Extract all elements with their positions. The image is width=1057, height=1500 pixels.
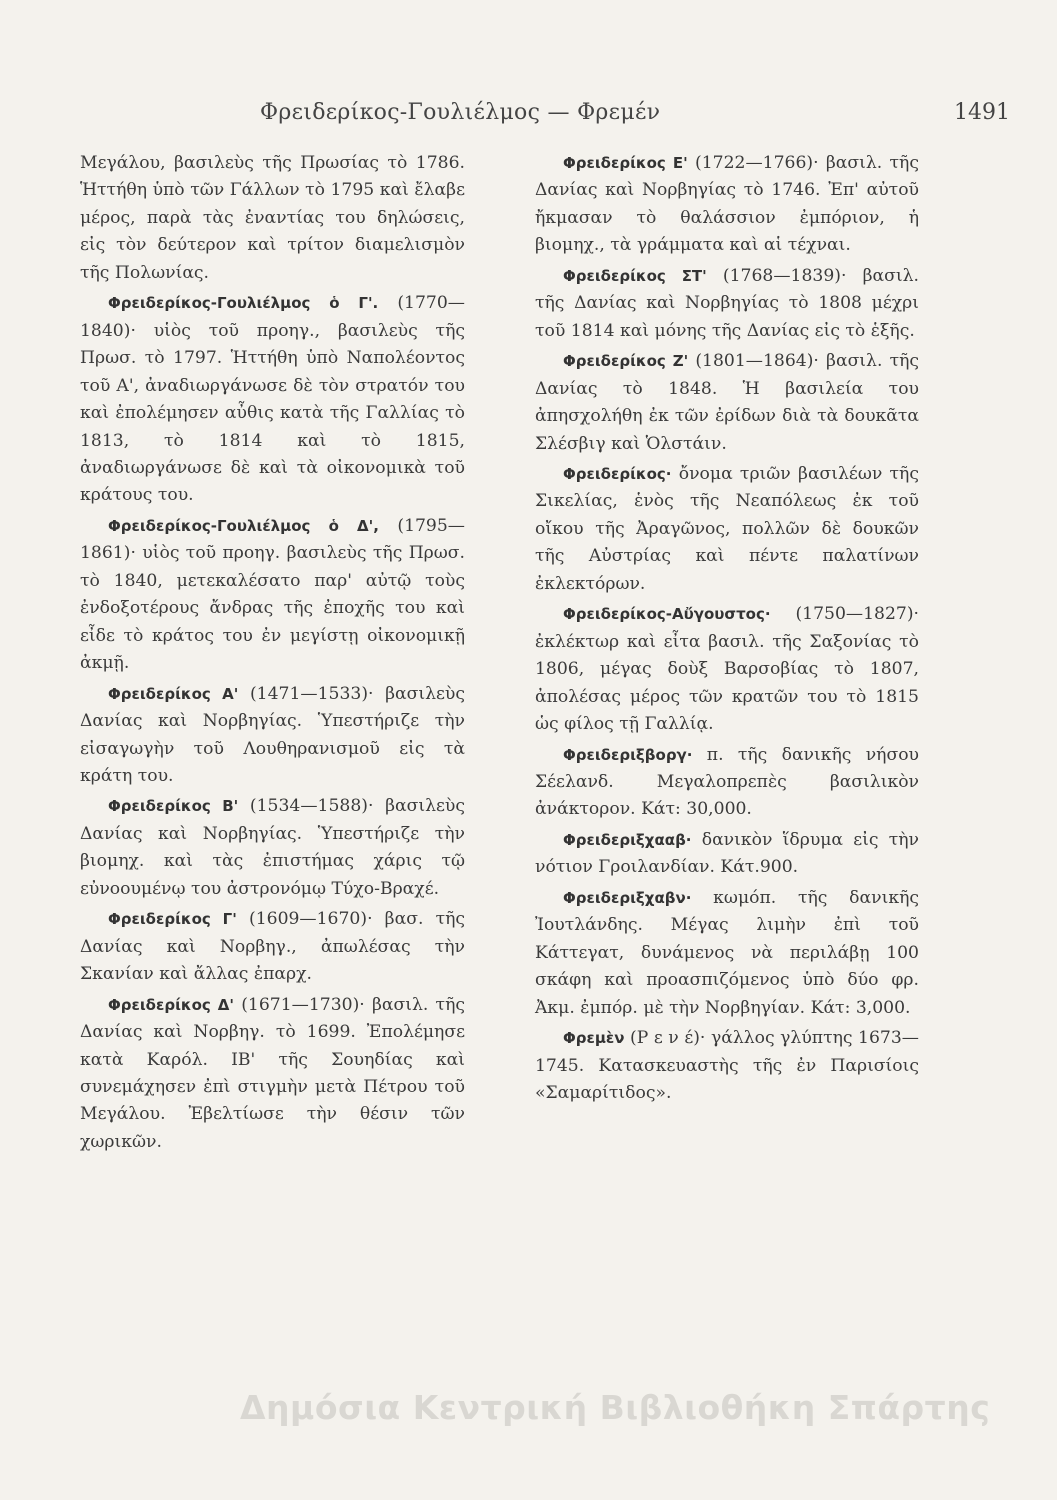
dictionary-entry <box>80 992 465 1157</box>
page-header <box>0 100 1057 140</box>
dictionary-entry <box>535 461 919 598</box>
entry-headword: Φρειδερίκος-Γουλιέλμος ὁ Γ'. <box>108 294 379 313</box>
entry-headword: Φρειδεριξχαβν· <box>563 888 692 907</box>
entry-text: δανικὸν ἵδρυμα εἰς τὴν νότιον Γροιλανδίαν. Κάτ.900. <box>535 829 919 878</box>
entry-text: (1671—1730)· βασιλ. τῆς Δανίας καὶ Νορβηγ. τὸ 1699. Ἐπολέμησε κατὰ Καρόλ. ΙΒ' τῆς Σουηδίας καὶ συνεμάχησεν ἐπὶ στιγμὴν μετὰ Πέτρου τοῦ Μεγάλου. Ἐβελτίωσε τὴν θέσιν τῶν χωρικῶν. <box>80 994 465 1152</box>
entry-text: (1534—1588)· βασιλεὺς Δανίας καὶ Νορβηγίας. Ὑπεστήριζε τὴν βιομηχ. καὶ τὰς ἐπιστήμας χάρις τῷ εὐνοουμένῳ του ἀστρονόμῳ Τύχο-Βραχέ. <box>80 796 465 899</box>
entry-headword: Φρειδερίκος Ε' <box>563 154 688 172</box>
dictionary-entry <box>535 1025 919 1107</box>
entry-headword: Φρειδερίκος Γ' <box>108 910 237 929</box>
entry-headword: Φρειδεριξχααβ· <box>563 830 692 849</box>
dictionary-entry <box>80 793 465 903</box>
dictionary-entry <box>535 742 919 824</box>
running-title: Φρειδερίκος-Γουλιέλμος — Φρεμέν <box>260 100 661 125</box>
entry-text: π. τῆς δανικῆς νήσου Σέελανδ. Μεγαλοπρεπὲς βασιλικὸν ἀνάκτορον. Κάτ: 30,000. <box>535 744 919 820</box>
entry-text: (1801—1864)· βασιλ. τῆς Δανίας τὸ 1848. Ἡ βασιλεία του ἀπησχολήθη ἐκ τῶν ἐρίδων διὰ τὰ δουκᾶτα Σλέσβιγ καὶ Ὁλστάιν. <box>535 351 919 454</box>
dictionary-entry <box>80 513 465 678</box>
entry-headword: Φρειδερίκος· <box>563 464 672 483</box>
entry-text: (1750—1827)· ἐκλέκτωρ καὶ εἶτα βασιλ. τῆς Σαξονίας τὸ 1806, μέγας δοὺξ Βαρσοβίας τὸ 1807, ἀπολέσας μέρος τῶν κρατῶν του τὸ 1815 ὡς φίλος τῇ Γαλλίᾳ. <box>535 604 919 735</box>
entry-text: (1722—1766)· βασιλ. τῆς Δανίας καὶ Νορβηγίας τὸ 1746. Ἐπ' αὐτοῦ ἤκμασαν τὸ θαλάσσιον ἐμπόριον, ἡ βιομηχ., τὰ γράμματα καὶ αἱ τέχναι. <box>535 153 919 256</box>
dictionary-entry <box>535 885 919 1022</box>
entry-text: (1471—1533)· βασιλεὺς Δανίας καὶ Νορβηγίας. Ὑπεστήριζε τὴν εἰσαγωγὴν τοῦ Λουθηρανισμοῦ εἰς τὰ κράτη του. <box>80 683 465 786</box>
dictionary-entry <box>80 290 465 510</box>
dictionary-entry <box>535 601 919 738</box>
dictionary-entry <box>80 681 465 791</box>
entry-text: (1795—1861)· υἱὸς τοῦ προηγ. βασιλεὺς τῆς Πρωσ. τὸ 1840, μετεκαλέσατο παρ' αὐτῷ τοὺς ἐνδοξοτέρους ἄνδρας τῆς ἐποχῆς του καὶ εἶδε τὸ κράτος του ἐν μεγίστῃ οἰκονομικῇ ἀκμῇ. <box>80 515 465 674</box>
entry-headword: Φρειδερίκος-Αὔγουστος· <box>563 605 771 624</box>
dictionary-entry <box>535 827 919 882</box>
entry-text: Μεγάλου, βασιλεὺς τῆς Πρωσίας τὸ 1786. Ἡττήθη ὑπὸ τῶν Γάλλων τὸ 1795 καὶ ἔλαβε μέρος, παρὰ τὰς ἐναντίας του δηλώσεις, εἰς τὸν δεύτερον καὶ τρίτον διαμελισμὸν τῆς Πολωνίας. <box>80 153 465 283</box>
dictionary-entry <box>535 150 919 260</box>
page-number: 1491 <box>954 100 1010 125</box>
dictionary-entry <box>80 906 465 988</box>
entry-text: (1768—1839)· βασιλ. τῆς Δανίας καὶ Νορβηγίας τὸ 1808 μέχρι τοῦ 1814 καὶ μόνης τῆς Δανίας εἰς τὸ ἑξῆς. <box>535 265 919 341</box>
entry-headword: Φρειδεριξβοργ· <box>563 745 693 764</box>
right-column <box>535 150 919 1110</box>
entry-text: (1770—1840)· υἱὸς τοῦ προηγ., βασιλεὺς τῆς Πρωσ. τὸ 1797. Ἡττήθη ὑπὸ Ναπολέοντος τοῦ Α', ἀναδιωργάνωσε δὲ τὸν στρατόν του καὶ ἐπολέμησεν αὖθις κατὰ τῆς Γαλλίας τὸ 1813, τὸ 1814 καὶ τὸ 1815, ἀναδιωργάνωσε δὲ καὶ τὰ οἰκονομικὰ τοῦ κράτους του. <box>80 293 465 506</box>
entry-text: (1609—1670)· βασ. τῆς Δανίας καὶ Νορβηγ., ἀπωλέσας τὴν Σκανίαν καὶ ἄλλας ἐπαρχ. <box>80 909 465 985</box>
entry-text: κωμόπ. τῆς δανικῆς Ἰουτλάνδης. Μέγας λιμὴν ἐπὶ τοῦ Κάττεγατ, δυνάμενος νὰ περιλάβῃ 100 σκάφη καὶ προασπιζόμενος ὑπὸ δύο φρ. Ἀκμ. ἐμπόρ. μὲ τὴν Νορβηγίαν. Κάτ: 3,000. <box>535 887 919 1018</box>
library-watermark: Δημόσια Κεντρική Βιβλιοθήκη Σπάρτης <box>240 1388 991 1427</box>
dictionary-entry <box>535 263 919 345</box>
left-column <box>80 150 465 1159</box>
entry-headword: Φρειδερίκος Δ' <box>108 995 234 1014</box>
entry-headword: Φρειδερίκος Ζ' <box>563 352 689 371</box>
dictionary-entry <box>80 150 465 287</box>
entry-headword: Φρειδερίκος Α' <box>108 684 239 703</box>
entry-headword: Φρεμὲν <box>563 1029 625 1048</box>
entry-headword: Φρειδερίκος ΣΤ' <box>563 266 707 285</box>
entry-text: ὄνομα τριῶν βασιλέων τῆς Σικελίας, ἑνὸς τῆς Νεαπόλεως ἐκ τοῦ οἴκου τῆς Ἀραγῶνος, πολλῶν δὲ δουκῶν τῆς Αὐστρίας καὶ πέντε παλατίνων ἐκλεκτόρων. <box>535 463 919 594</box>
entry-headword: Φρειδερίκος Β' <box>108 797 239 816</box>
entry-headword: Φρειδερίκος-Γουλιέλμος ὁ Δ', <box>108 516 379 535</box>
dictionary-entry <box>535 348 919 458</box>
entry-text: (Ρ ε ν έ)· γάλλος γλύπτης 1673—1745. Κατασκευαστὴς τῆς ἐν Παρισίοις «Σαμαρίτιδος». <box>535 1028 919 1103</box>
